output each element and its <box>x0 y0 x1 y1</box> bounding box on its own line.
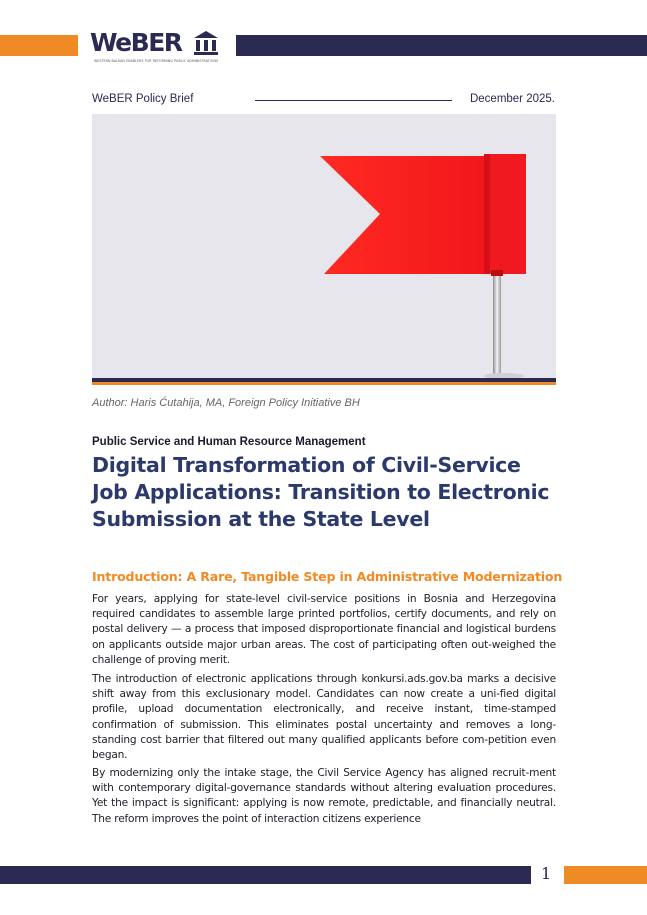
series-label: WeBER Policy Brief <box>92 93 194 105</box>
footer-navy-bar <box>0 866 531 884</box>
category-label: Public Service and Human Resource Management <box>92 436 366 448</box>
paragraph: For years, applying for state-level civil-service positions in Bosnia and Herzegovina required candidates to assemble large printed portfolios, certify documents, and rely on postal delivery — a process that imposed disproportionate financial and logistical burdens on applicants outside major urban areas. The cost of participating often out-weighed the challenge of proving merit. <box>92 593 556 666</box>
author-line: Author: Haris Ćutahija, MA, Foreign Policy Initiative BH <box>92 397 360 409</box>
paragraph: By modernizing only the intake stage, the Civil Service Agency has aligned recruit-ment with contemporary digital-governance standards without altering evaluation procedures. Yet the impact is significant: applying is now remote, predictable, and financially neutral. The reform improves the point of interaction citizens experience <box>92 767 556 825</box>
section-heading: Introduction: A Rare, Tangible Step in Administrative Modernization <box>92 569 563 584</box>
page-number: 1 <box>541 864 552 883</box>
publication-date: December 2025. <box>469 93 555 105</box>
footer-orange-bar <box>564 866 647 884</box>
document-title: Digital Transformation of Civil-Service Job Applications: Transition to Electronic Submission at the State Level <box>92 453 550 531</box>
logo-subtitle: WESTERN BALKAN ENABLERS FOR REFORMING PUBLIC ADMINISTRATIONS <box>94 59 219 63</box>
logo-text: WeBER <box>90 28 182 57</box>
paragraph: The introduction of electronic applications through konkursi.ads.gov.ba marks a decisive shift away from this exclusionary model. Candidates can now create a uni-fied digital profile, upload documentation electronically, and receive instant, time-stamped confirmation of submission. This eliminates postal uncertainty and removes a long-standing cost barrier that filtered out many qualified applicants before com-petition even began. <box>92 673 556 762</box>
